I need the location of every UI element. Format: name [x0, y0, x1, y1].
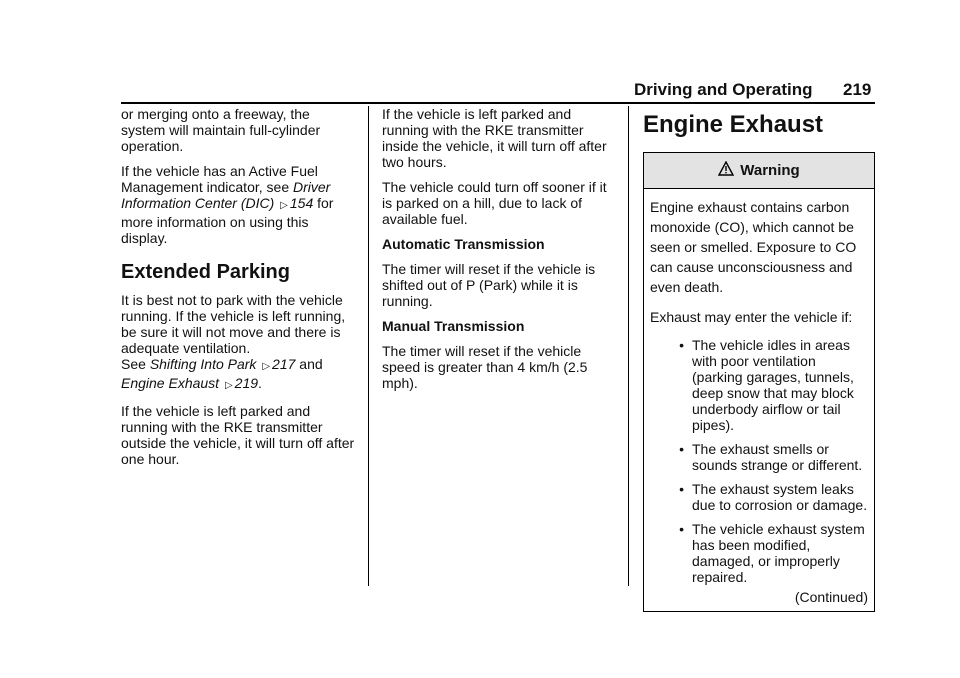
- page-reference[interactable]: 217: [272, 356, 296, 372]
- bullet-icon: •: [679, 521, 684, 537]
- section-heading: Engine Exhaust: [643, 111, 824, 138]
- warning-header: [644, 153, 874, 189]
- bullet-icon: •: [679, 337, 684, 353]
- subheading: Manual Transmission: [382, 318, 525, 334]
- paragraph: The timer will reset if the vehicle speed is greater than 4 km/h (2.5 mph).: [382, 343, 588, 391]
- paragraph: The vehicle could turn off sooner if it is parked on a hill, due to lack of available fuel.: [382, 179, 607, 227]
- list-item: • The exhaust system leaks due to corrosion or damage.: [650, 481, 868, 513]
- header-divider: [121, 102, 875, 104]
- bullet-icon: •: [679, 481, 684, 497]
- page-reference[interactable]: 154: [289, 195, 314, 211]
- column-divider: [368, 106, 369, 586]
- page-number: 219: [843, 80, 872, 99]
- paragraph: If the vehicle has an Active Fuel Management indicator, see Driver Information Center (DIC) ▷ 154 for more information on using this display.: [121, 163, 334, 246]
- section-heading: Extended Parking: [121, 261, 290, 283]
- page-reference-icon: ▷: [224, 380, 233, 391]
- list-item: • The vehicle exhaust system has been modified, damaged, or improperly repaired.: [650, 521, 868, 585]
- paragraph: It is best not to park with the vehicle running. If the vehicle is left running, be sure it will not move and there is adequate ventilation. See Shifting Into Park ▷ 217 and Engine Exhaust ▷ 219.: [121, 292, 346, 391]
- paragraph: If the vehicle is left parked and running with the RKE transmitter outside the vehicle, it will turn off after one hour.: [121, 403, 355, 467]
- cross-reference-link[interactable]: Driver Information Center (DIC): [121, 179, 331, 211]
- page-reference-icon: ▷: [280, 200, 288, 211]
- warning-triangle-icon: [718, 161, 734, 180]
- warning-body: [644, 189, 874, 611]
- column-1: [121, 106, 357, 476]
- paragraph: Engine exhaust contains carbon monoxide (CO), which cannot be seen or smelled. Exposure to CO can cause unconsciousness and even death.: [650, 199, 857, 295]
- section-title: Driving and Operating: [634, 80, 813, 99]
- bullet-icon: •: [679, 441, 684, 457]
- list-item: • The exhaust smells or sounds strange or different.: [650, 441, 868, 473]
- cross-reference-link[interactable]: Shifting Into Park: [149, 356, 257, 372]
- column-2: [382, 106, 618, 400]
- column-divider: [628, 106, 629, 586]
- page-reference[interactable]: 219: [234, 375, 259, 391]
- column-3: [643, 106, 875, 612]
- continued-label: (Continued): [794, 589, 868, 605]
- page-reference-icon: ▷: [262, 361, 271, 372]
- warning-box: [643, 152, 875, 612]
- cross-reference-link[interactable]: Engine Exhaust: [121, 375, 220, 391]
- paragraph: The timer will reset if the vehicle is shifted out of P (Park) while it is running.: [382, 261, 596, 309]
- list-item: • The vehicle idles in areas with poor ventilation (parking garages, tunnels, deep snow that may block underbody airflow or tail pipes).: [650, 337, 868, 433]
- paragraph: If the vehicle is left parked and running with the RKE transmitter inside the vehicle, it will turn off after two hours.: [382, 106, 607, 170]
- paragraph: or merging onto a freeway, the system will maintain full-cylinder operation.: [121, 106, 321, 154]
- subheading: Automatic Transmission: [382, 236, 545, 252]
- bullet-list: [650, 337, 868, 585]
- warning-label: Warning: [740, 161, 800, 179]
- paragraph: Exhaust may enter the vehicle if:: [650, 309, 853, 325]
